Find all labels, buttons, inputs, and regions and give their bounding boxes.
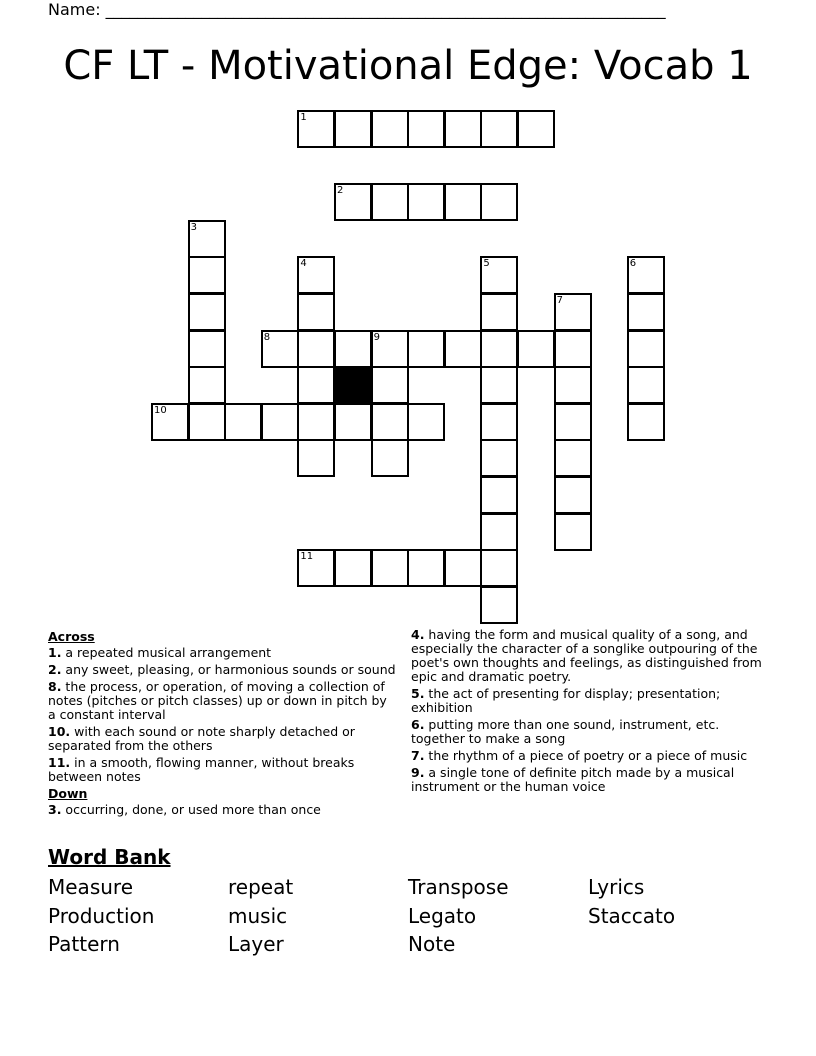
grid-cell[interactable] <box>480 110 518 148</box>
grid-cell[interactable] <box>554 366 592 404</box>
grid-cell[interactable] <box>480 330 518 368</box>
grid-cell[interactable] <box>297 366 335 404</box>
clue <box>48 663 398 677</box>
word-bank-item: music <box>228 903 288 928</box>
clue-number: 7. <box>411 748 425 763</box>
grid-cell[interactable] <box>297 403 335 441</box>
clue-number: 11. <box>48 755 71 770</box>
grid-cell[interactable] <box>480 366 518 404</box>
word-bank-item: Lyrics <box>588 875 645 899</box>
grid-cell[interactable] <box>188 330 226 368</box>
grid-cell[interactable] <box>480 439 518 477</box>
clue <box>411 766 771 794</box>
clue <box>48 803 398 817</box>
grid-cell[interactable] <box>371 366 409 404</box>
clue-number: 5 <box>483 258 490 270</box>
word-bank-title: Word Bank <box>48 845 171 869</box>
grid-cell[interactable] <box>480 403 518 441</box>
grid-cell[interactable] <box>371 330 409 368</box>
grid-cell[interactable] <box>297 110 335 148</box>
word-bank-item: Legato <box>408 903 477 928</box>
grid-cell[interactable] <box>371 403 409 441</box>
clue-number: 5. <box>411 686 425 701</box>
grid-cell[interactable] <box>480 293 518 331</box>
clue-text: any sweet, pleasing, or harmonious sounds or sound <box>61 662 396 677</box>
clue <box>48 680 398 722</box>
clue <box>48 646 398 660</box>
grid-cell[interactable] <box>444 330 482 368</box>
grid-cell[interactable] <box>151 403 189 441</box>
clues-right-column <box>411 628 771 797</box>
name-field-label: Name: ______________________________________________________________________ <box>48 0 666 19</box>
across-clue-list <box>48 646 398 784</box>
grid-cell[interactable] <box>188 403 226 441</box>
clue-number: 3 <box>190 221 197 233</box>
grid-cell[interactable] <box>627 366 665 404</box>
clue-number: 4. <box>411 627 425 642</box>
down-heading: Down <box>48 786 88 801</box>
clue <box>48 725 398 753</box>
clue-text: putting more than one sound, instrument, etc. together to make a song <box>411 717 720 746</box>
clue-text: occurring, done, or used more than once <box>61 802 321 817</box>
clue-number: 8. <box>48 679 62 694</box>
clue-number: 3. <box>48 802 62 817</box>
grid-cell[interactable] <box>554 439 592 477</box>
clues-left-column <box>48 628 398 820</box>
grid-cell[interactable] <box>407 403 445 441</box>
grid-cell[interactable] <box>627 293 665 331</box>
grid-cell[interactable] <box>371 110 409 148</box>
black-cell <box>334 366 372 404</box>
across-heading: Across <box>48 629 95 644</box>
word-bank-item: Layer <box>228 932 284 956</box>
grid-cell[interactable] <box>407 110 445 148</box>
clue <box>411 687 771 715</box>
clue-text: the rhythm of a piece of poetry or a piece of music <box>424 748 748 763</box>
clue <box>411 628 771 684</box>
grid-cell[interactable] <box>188 256 226 294</box>
grid-cell[interactable] <box>297 256 335 294</box>
clue <box>411 749 771 763</box>
grid-cell[interactable] <box>297 549 335 587</box>
grid-cell[interactable] <box>554 293 592 331</box>
grid-cell[interactable] <box>407 330 445 368</box>
clue-number: 6 <box>629 258 637 270</box>
clue-text: the process, or operation, of moving a collection of notes (pitches or pitch classes) up or down in pitch by a constant interval <box>48 679 387 722</box>
clue-text: a repeated musical arrangement <box>61 645 272 660</box>
grid-cell[interactable] <box>297 330 335 368</box>
clue-text: having the form and musical quality of a song, and especially the character of a songlike outpouring of the poet's own thoughts and feelings, as distinguished from epic and dramatic poetry. <box>411 627 762 684</box>
word-bank-item: Pattern <box>48 932 120 956</box>
grid-cell[interactable] <box>188 220 226 258</box>
clue-number: 6. <box>411 717 425 732</box>
grid-cell[interactable] <box>517 330 555 368</box>
clue-text: the act of presenting for display; presentation; exhibition <box>411 686 721 715</box>
grid-cell[interactable] <box>444 110 482 148</box>
grid-cell[interactable] <box>188 366 226 404</box>
grid-cell[interactable] <box>627 403 665 441</box>
word-bank-item: Staccato <box>588 903 676 928</box>
word-bank-item: Note <box>408 932 456 956</box>
clue-number: 7 <box>556 295 563 306</box>
page-title: CF LT - Motivational Edge: Vocab 1 <box>63 43 753 89</box>
clue-number: 4 <box>300 258 307 270</box>
clue <box>411 718 771 746</box>
grid-cell[interactable] <box>407 549 445 587</box>
grid-cell[interactable] <box>261 403 299 441</box>
grid-cell[interactable] <box>261 330 299 368</box>
grid-cell[interactable] <box>480 513 518 551</box>
word-bank-item: repeat <box>228 875 294 899</box>
grid-cell[interactable] <box>480 476 518 514</box>
grid-cell[interactable] <box>407 183 445 221</box>
grid-cell[interactable] <box>188 293 226 331</box>
grid-cell[interactable] <box>444 183 482 221</box>
grid-cell[interactable] <box>371 183 409 221</box>
grid-cell[interactable] <box>554 513 592 551</box>
down-clue-list <box>48 803 398 817</box>
grid-cell[interactable] <box>554 330 592 368</box>
clue-text: with each sound or note sharply detached or separated from the others <box>48 724 355 753</box>
clue-number: 1. <box>48 645 62 660</box>
grid-cell[interactable] <box>554 403 592 441</box>
word-bank-item: Measure <box>48 875 133 899</box>
grid-cell[interactable] <box>627 330 665 368</box>
grid-cell[interactable] <box>371 549 409 587</box>
grid-cell[interactable] <box>517 110 555 148</box>
clue <box>48 756 398 784</box>
grid-cell[interactable] <box>444 549 482 587</box>
grid-cell[interactable] <box>371 439 409 477</box>
grid-cell[interactable] <box>480 256 518 294</box>
grid-cell[interactable] <box>334 549 372 587</box>
clue-number: 9. <box>411 765 425 780</box>
clue-number: 2 <box>337 185 344 197</box>
clue-number: 8 <box>263 331 271 343</box>
grid-cell[interactable] <box>297 439 335 477</box>
grid-cell[interactable] <box>480 183 518 221</box>
grid-cell[interactable] <box>334 330 372 368</box>
grid-cell[interactable] <box>480 549 518 587</box>
grid-cell[interactable] <box>297 293 335 331</box>
clue-number: 11 <box>300 551 314 563</box>
clue-number: 2. <box>48 662 62 677</box>
clue-text: a single tone of definite pitch made by a musical instrument or the human voice <box>411 765 735 794</box>
grid-cell[interactable] <box>334 183 372 221</box>
down-clue-list-continued <box>411 628 771 794</box>
grid-cell[interactable] <box>627 256 665 294</box>
clue-number: 10. <box>48 724 71 739</box>
grid-cell[interactable] <box>480 586 518 624</box>
grid-cell[interactable] <box>554 476 592 514</box>
clue-number: 9 <box>373 331 380 343</box>
word-bank-item: Transpose <box>408 875 509 899</box>
grid-cell[interactable] <box>334 110 372 148</box>
clue-number: 10 <box>154 404 167 416</box>
word-bank-item: Production <box>48 903 155 928</box>
grid-cell[interactable] <box>224 403 262 441</box>
clue-number: 1 <box>300 112 307 123</box>
clue-text: in a smooth, flowing manner, without breaks between notes <box>48 755 355 784</box>
grid-cell[interactable] <box>334 403 372 441</box>
